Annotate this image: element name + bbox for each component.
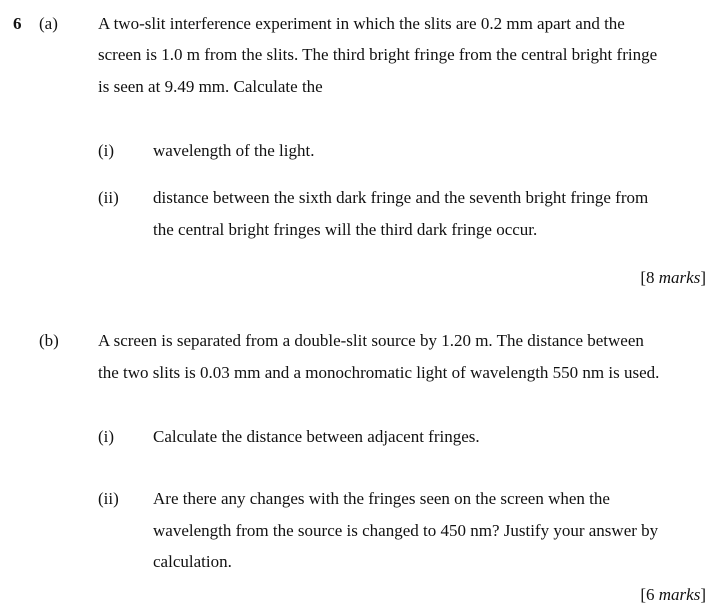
part-a-ii-label: (ii)	[98, 188, 119, 207]
part-b-ii-text-line-1: Are there any changes with the fringes seen on the screen when the	[153, 489, 610, 508]
part-b-i-label: (i)	[98, 427, 115, 446]
part-b-ii-text-line-3: calculation.	[153, 552, 232, 571]
part-a-i-label: (i)	[98, 141, 115, 160]
part-b-text-line-2: the two slits is 0.03 mm and a monochromatic light of wavelength 550 nm is used.	[98, 363, 660, 382]
part-b-ii-label: (ii)	[98, 489, 119, 508]
part-a-ii-text-line-1: distance between the sixth dark fringe and the seventh bright fringe from	[153, 188, 649, 207]
part-b-ii-text-line-2: wavelength from the source is changed to 450 nm? Justify your answer by	[153, 521, 659, 540]
part-a-text-line-3: is seen at 9.49 mm. Calculate the	[98, 77, 323, 96]
part-b-marks: [6 marks]	[640, 585, 706, 604]
part-a-text-line-1: A two-slit interference experiment in which the slits are 0.2 mm apart and the	[98, 14, 625, 33]
part-a-i-text: wavelength of the light.	[153, 141, 315, 160]
part-b-i-text: Calculate the distance between adjacent fringes.	[153, 427, 480, 446]
part-a-label: (a)	[39, 14, 58, 33]
part-b-text-line-1: A screen is separated from a double-slit source by 1.20 m. The distance between	[98, 331, 644, 350]
part-b-label: (b)	[39, 331, 59, 350]
part-a-ii-text-line-2: the central bright fringes will the third dark fringe occur.	[153, 220, 538, 239]
part-a-text-line-2: screen is 1.0 m from the slits. The third bright fringe from the central bright fringe	[98, 45, 658, 64]
part-a-marks: [8 marks]	[640, 268, 706, 287]
question-number: 6	[13, 14, 22, 33]
